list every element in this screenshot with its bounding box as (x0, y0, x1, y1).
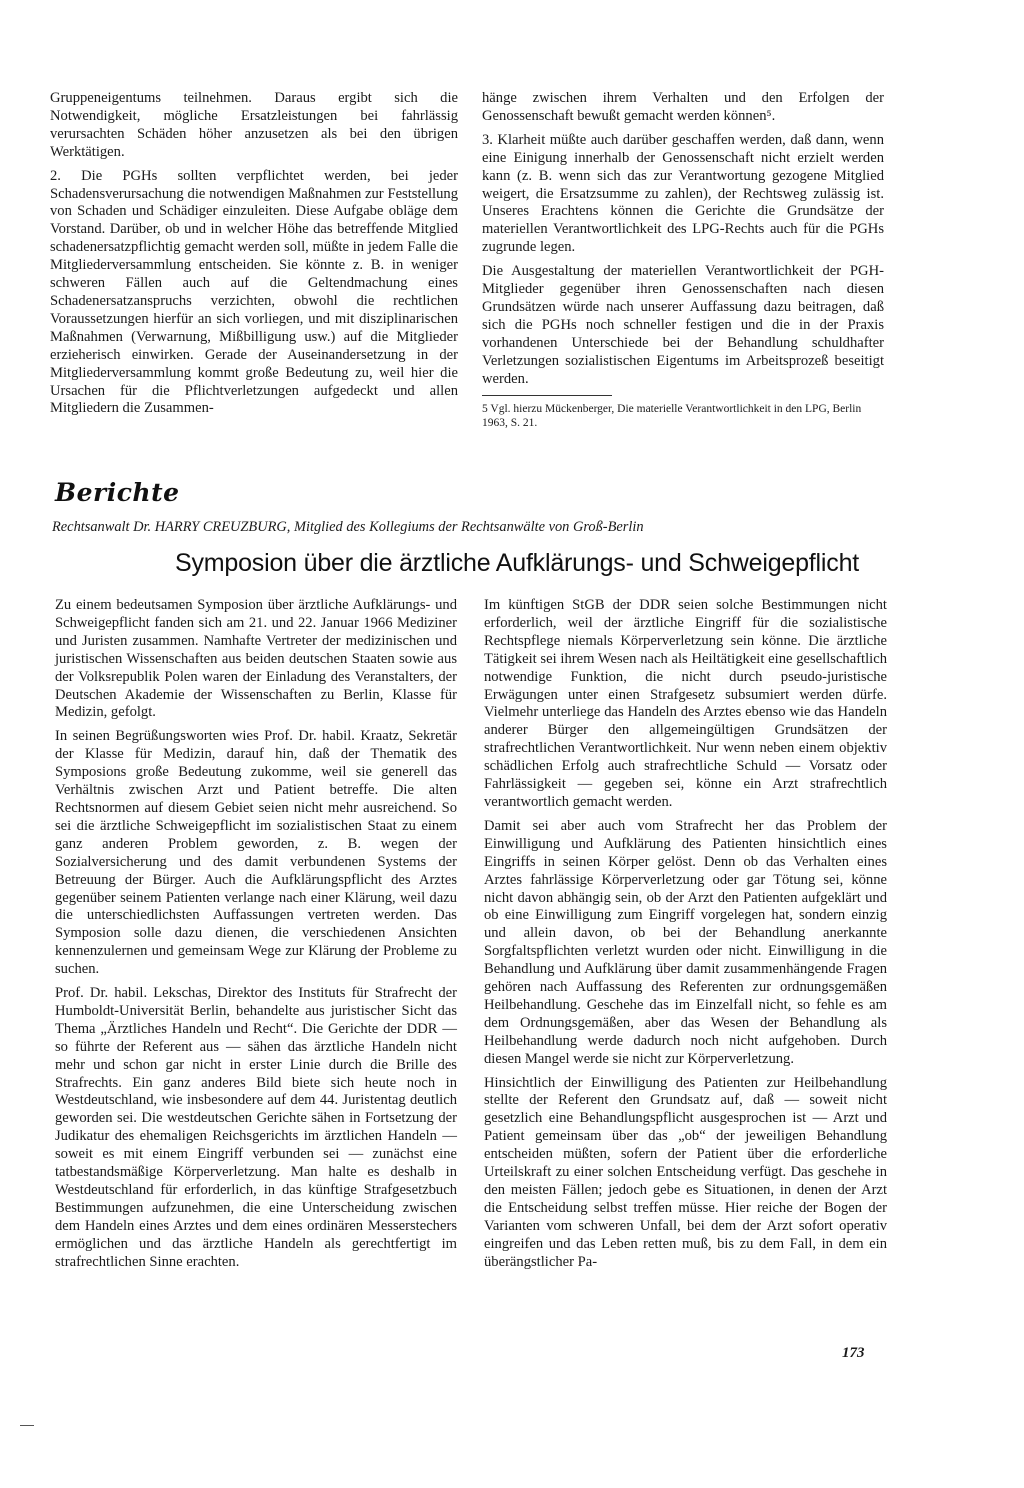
paragraph: hänge zwischen ihrem Verhalten und den Erfolgen der Genossenschaft bewußt gemacht werden können⁵. (482, 90, 884, 124)
paragraph: 2. Die PGHs sollten verpflichtet werden, bei jeder Schadensverursachung die notwendigen Maßnahmen zur Feststellung von Schaden und Schädiger einzuleiten. Diese Aufgabe obläge dem Vorstand. Darüber, ob und in welcher Höhe das betreffende Mitglied schadenersatzpflichtig gemacht werden soll, müßte in jedem Falle die Mitgliederversammlung entscheiden. Sie könnte z. B. in weniger schweren Fällen auch auf die Geltendmachung eines Schadenersatzanspruchs verzichten, obwohl die rechtlichen Voraussetzungen hierfür an sich vorliegen, und mit disziplinarischen Maßnahmen (Verwarnung, Mißbilligung usw.) auf die Mitglieder erzieherisch einwirken. Gerade der Auseinandersetzung in der Mitgliederversammlung kommt große Bedeutung zu, weil hier die Ursachen für die Pflichtverletzungen aufgedeckt und allen Mitgliedern die Zusammen- (50, 167, 458, 417)
footnote: 5 Vgl. hierzu Mückenberger, Die materielle Verantwortlichkeit in den LPG, Berlin 1963, S. 21. (482, 402, 862, 429)
bottom-left-column (55, 597, 457, 1278)
paragraph: Zu einem bedeutsamen Symposion über ärztliche Aufklärungs- und Schweigepflicht fanden sich am 21. und 22. Januar 1966 Mediziner und Juristen zusammen. Namhafte Vertreter der medizinischen und juristischen Wissenschaften aus beiden deutschen Staaten sowie aus der Volksrepublik Polen waren der Einladung des Veranstalters, der Deutschen Akademie der Wissenschaften zu Berlin, Klasse für Medizin, gefolgt. (55, 597, 457, 721)
paragraph: 3. Klarheit müßte auch darüber geschaffen werden, daß dann, wenn eine Einigung innerhalb der Genossenschaft nicht erzielt werden kann (z. B. wenn sich das zur Verantwortung gezogene Mitglied weigert, die Ersatzsumme zu zahlen), der Rechtsweg zulässig ist. Unseres Erachtens können die Gerichte die Grundsätze der materiellen Verantwortlichkeit des LPG-Rechts auch für die PGHs zugrunde legen. (482, 131, 884, 256)
top-left-column (50, 90, 458, 424)
section-heading: Berichte (55, 478, 180, 507)
page-number: 173 (842, 1345, 865, 1361)
paragraph: In seinen Begrüßungsworten wies Prof. Dr. habil. Kraatz, Sekretär der Klasse für Medizin, darauf hin, daß der Thematik des Symposions große Bedeutung zukomme, weil sie generell das Verhältnis zwischen Arzt und Patient betreffe. Die alten Rechtsnormen auf diesem Gebiet seien nicht mehr ausreichend. So sei die ärztliche Schweigepflicht im sozialistischen Staat zu einem ganz anderen Problem geworden, z. B. wegen der Sozialversicherung und des damit verbundenen Systems der Betreuung der Bürger. Auch die Aufklärungspflicht des Arztes gegenüber seinem Patienten verlange nach einer Klärung, weil dazu die unterschiedlichsten Auffassungen vertreten werden. Das Symposion solle dazu dienen, die verschiedenen Ansichten kennenzulernen und gemeinsam Wege zur Klärung der Probleme zu suchen. (55, 728, 457, 978)
paragraph: Prof. Dr. habil. Lekschas, Direktor des Instituts für Strafrecht der Humboldt-Universität Berlin, behandelte aus juristischer Sicht das Thema „Ärztliches Handeln und Recht“. Die Gerichte der DDR — so führte der Referent aus — sähen das ärztliche Handeln nicht mehr und schon gar nicht in erster Linie durch die Brille des Strafrechts. Ein ganz anderes Bild biete sich heute noch in Westdeutschland, wie insbesondere auf dem 44. Juristentag deutlich geworden sei. Die westdeutschen Gerichte sähen in Fortsetzung der Judikatur des ehemaligen Reichsgerichts im ärztlichen Handeln — soweit es mit einem Eingriff verbunden sei — zunächst eine tatbestandsmäßige Körperverletzung. Man halte es deshalb in Westdeutschland für erforderlich, in das künftige Strafgesetzbuch Bestimmungen aufzunehmen, die eine Unterscheidung zwischen dem Handeln eines Arztes und dem eines ordinären Messerstechers ermöglichen und das ärztliche Handeln als gerechtfertigt im strafrechtlichen Sinne erachten. (55, 985, 457, 1270)
footnote-divider (482, 395, 612, 396)
top-right-column (482, 90, 884, 436)
paragraph: Damit sei aber auch vom Strafrecht her das Problem der Einwilligung und Aufklärung des Patienten hinsichtlich eines Eingriffs in seinen Körper gelöst. Denn ob das Verhalten eines Arztes fahrlässige Körperverletzung oder gar Tötung sei, könne nicht davon abhängig sein, ob der Arzt den Patienten aufgeklärt und ob eine Einwilligung zum Eingriff vorgelegen hat, sondern einzig und allein davon, ob bei der Behandlung anerkannte Sorgfaltspflichten verletzt wurden oder nicht. Einwilligung in die Behandlung und Aufklärung über damit zusammenhängende Fragen gehören nach Auffassung des Referenten zur ordnungsgemäßen Heilbehandlung. Geschehe das im Einzelfall nicht, so fehle es am dem Ordnungsgemäßen, aber das Wesen der Behandlung als Heilbehandlung werde dadurch noch nicht aufgehoben. Durch diesen Mangel werde sie nicht zur Körperverletzung. (484, 817, 887, 1067)
author-byline: Rechtsanwalt Dr. HARRY CREUZBURG, Mitglied des Kollegiums der Rechtsanwälte von Groß-Berlin (52, 519, 644, 535)
paragraph: Gruppeneigentums teilnehmen. Daraus ergibt sich die Notwendigkeit, mögliche Ersatzleistungen bei fahrlässig verursachten Schäden höher anzusetzen als bei den übrigen Werktätigen. (50, 90, 458, 160)
article-title: Symposion über die ärztliche Aufklärungs- und Schweigepflicht (175, 549, 860, 577)
paragraph: Im künftigen StGB der DDR seien solche Bestimmungen nicht erforderlich, weil der ärztliche Eingriff für die sozialistische Rechtspflege niemals Körperverletzung sein könne. Die ärztliche Tätigkeit sei ihrem Wesen nach als Heiltätigkeit eine gesellschaftlich notwendige Funktion, die nicht durch pseudo-juristische Erwägungen unter einen Strafgesetz subsumiert werden dürfe. Vielmehr unterliege das Handeln des Arztes ebenso wie das Handeln anderer Bürger den allgemeingültigen Grundsätzen der strafrechtlichen Verantwortlichkeit. Nur wenn neben einem objektiv schädlichen Erfolg auch strafrechtliche Schuld — Vorsatz oder Fahrlässigkeit — gegeben sei, könne ein Arzt strafrechtlich verantwortlich gemacht werden. (484, 597, 887, 810)
bottom-right-column (484, 597, 887, 1278)
paragraph: Hinsichtlich der Einwilligung des Patienten zur Heilbehandlung stellte der Referent den Grundsatz auf, daß — soweit nicht gesetzlich eine Behandlungspflicht ausgesprochen ist — Arzt und Patient gemeinsam über das „ob“ der jeweiligen Behandlung entscheiden müßten, sofern der Patient über die erforderliche Urteilskraft zu einer solchen Entscheidung verfügt. Das geschehe in den meisten Fällen; jedoch gebe es Situationen, in denen der Arzt die Entscheidung selbst treffen müsse. Hier reiche der Bogen der Varianten vom schweren Unfall, bei dem der Arzt sofort operativ eingreifen und das Leben retten muß, bis zu dem Fall, in dem ein überängstlicher Pa- (484, 1074, 887, 1270)
margin-mark (20, 1425, 34, 1426)
paragraph: Die Ausgestaltung der materiellen Verantwortlichkeit der PGH-Mitglieder gegenüber ihren Genossenschaften nach diesen Grundsätzen würde nach unserer Auffassung dazu beitragen, daß sich die PGHs noch schneller festigen und die in der Praxis vorhandenen Unterschiede bei der Behandlung schuldhafter Verletzungen sozialistischen Eigentums im Arbeitsprozeß beseitigt werden. (482, 263, 884, 387)
